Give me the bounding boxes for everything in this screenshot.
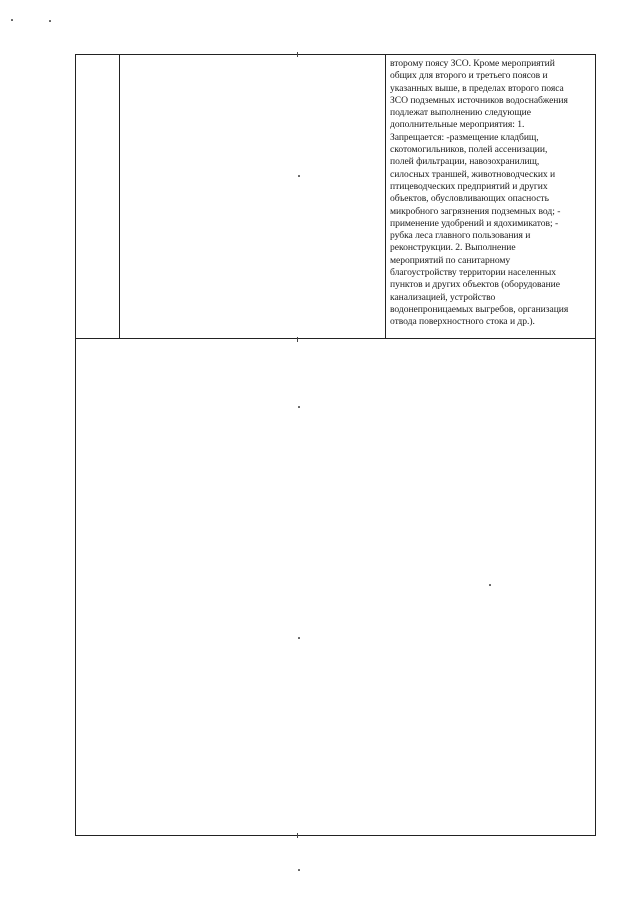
column-divider <box>119 55 120 338</box>
scan-speck <box>49 20 51 22</box>
table-row <box>76 55 595 339</box>
fold-mark <box>297 337 298 342</box>
document-table <box>75 54 596 836</box>
table-cell-text: второму поясу ЗСО. Кроме мероприятий общих для второго и третьего поясов и указанных выше, в пределах второго пояса ЗСО подземных источников водоснабжения подлежат выполнению следующие дополнительные мероприятия: 1. Запрещается: -размещение кладбищ, скотомогильников, полей ассенизации, полей фильтрации, навозохранилищ, силосных траншей, животноводческих и птицеводческих предприятий и других объектов, обусловливающих опасность микробного загрязнения подземных вод; - применение удобрений и ядохимикатов; - рубка леса главного пользования и реконструкции. 2. Выполнение мероприятий по санитарному благоустройству территории населенных пунктов и других объектов (оборудование канализацией, устройство водонепроницаемых выгребов, организация отвода поверхностного стока и др.). <box>390 58 569 328</box>
column-divider <box>385 55 386 338</box>
scan-speck <box>11 19 13 21</box>
scan-speck <box>298 869 300 871</box>
fold-mark <box>297 833 298 838</box>
